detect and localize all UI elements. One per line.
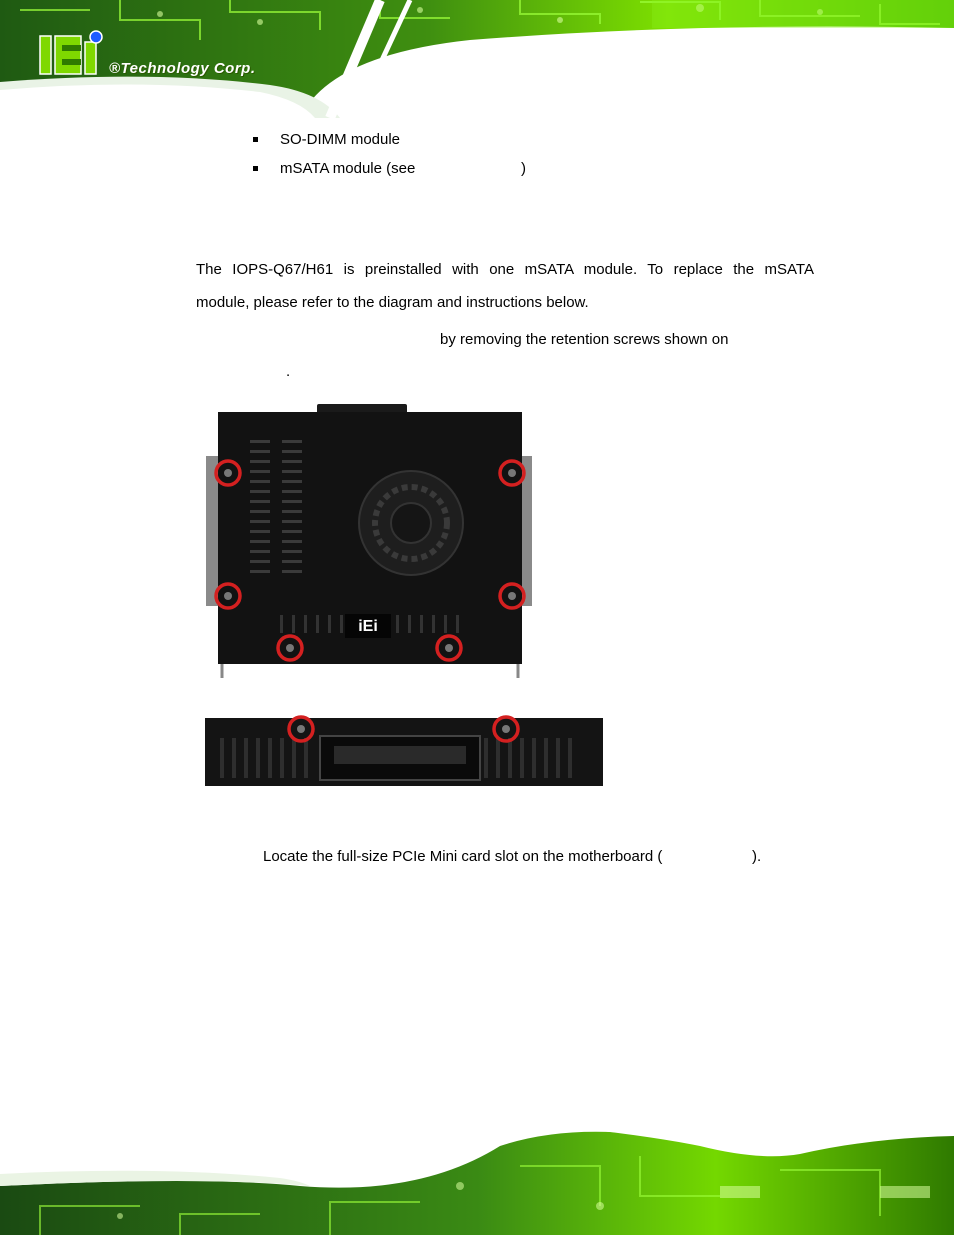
list-item: mSATA module (see (280, 160, 416, 177)
intro-paragraph (196, 253, 814, 319)
front-view-photo (200, 398, 540, 688)
circuit-board-banner (0, 1126, 954, 1235)
step-1-tail: . (286, 363, 291, 380)
iei-logo-icon (38, 30, 104, 78)
list-item-tail: ) (521, 160, 526, 177)
brand-name: ®Technology Corp. (109, 60, 256, 77)
page-footer (0, 1126, 954, 1235)
step-1-text: by removing the retention screws shown on (440, 331, 729, 348)
device-logo: iEi (358, 618, 378, 635)
step-2-text: Locate the full-size PCIe Mini card slot on the motherboard ( (263, 848, 663, 865)
paragraph-line: The IOPS-Q67/H61 is preinstalled with one mSATA module. To replace the mSATA (196, 261, 814, 278)
bullet-icon (253, 166, 258, 171)
step-2-tail: ). (752, 848, 762, 865)
circuit-board-banner (0, 0, 954, 118)
paragraph-line: module, please refer to the diagram and instructions below. (196, 294, 589, 311)
side-view-photo (200, 710, 610, 790)
page-header (0, 0, 954, 118)
list-item: SO-DIMM module (280, 131, 401, 148)
bullet-icon (253, 137, 258, 142)
